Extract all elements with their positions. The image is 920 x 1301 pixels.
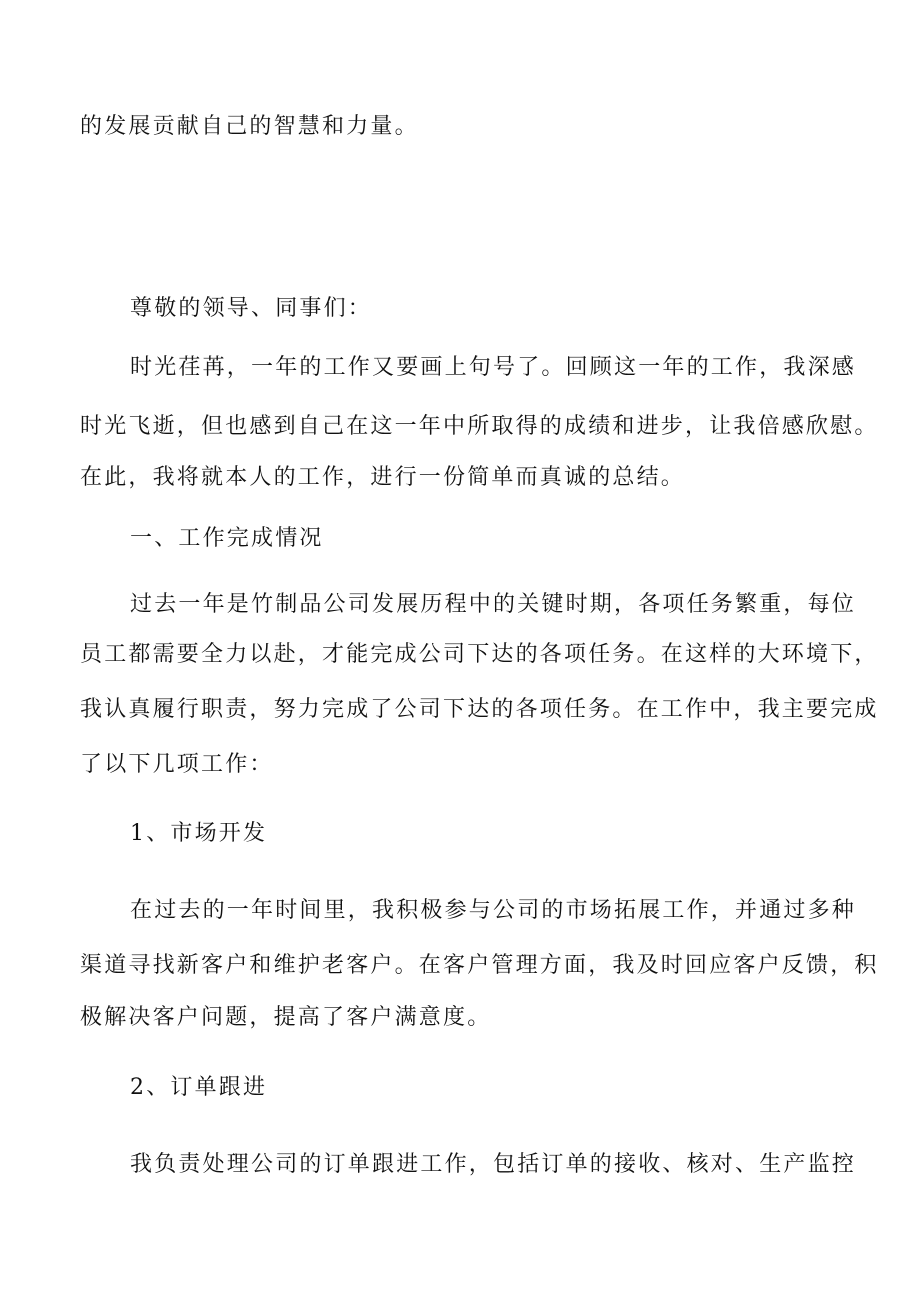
item-1-line-2: 渠道寻找新客户和维护老客户。在客户管理方面，我及时回应客户反馈，积: [80, 953, 879, 978]
item-2-heading: 2、订单跟进: [130, 1075, 268, 1100]
item-2-line-1: 我负责处理公司的订单跟进工作，包括订单的接收、核对、生产监控: [130, 1152, 857, 1177]
item-1-line-1: 在过去的一年时间里，我积极参与公司的市场拓展工作，并通过多种: [130, 898, 857, 923]
top-fragment-line: 的发展贡献自己的智慧和力量。: [80, 114, 419, 139]
section-1-line-1: 过去一年是竹制品公司发展历程中的关键时期，各项任务繁重，每位: [130, 592, 857, 617]
intro-line-1: 时光荏苒，一年的工作又要画上句号了。回顾这一年的工作，我深感: [130, 355, 857, 380]
item-1-heading: 1、市场开发: [130, 821, 268, 846]
section-1-line-4: 了以下几项工作：: [80, 752, 274, 777]
intro-line-3: 在此，我将就本人的工作，进行一份简单而真诚的总结。: [80, 465, 686, 490]
section-1-heading: 一、工作完成情况: [130, 526, 324, 551]
item-1-line-3: 极解决客户问题，提高了客户满意度。: [80, 1005, 492, 1030]
section-1-line-2: 员工都需要全力以赴，才能完成公司下达的各项任务。在这样的大环境下，: [80, 642, 879, 667]
section-1-line-3: 我认真履行职责，努力完成了公司下达的各项任务。在工作中，我主要完成: [80, 697, 879, 722]
intro-line-2: 时光飞逝，但也感到自己在这一年中所取得的成绩和进步，让我倍感欣慰。: [80, 414, 879, 439]
salutation: 尊敬的领导、同事们：: [130, 296, 373, 321]
